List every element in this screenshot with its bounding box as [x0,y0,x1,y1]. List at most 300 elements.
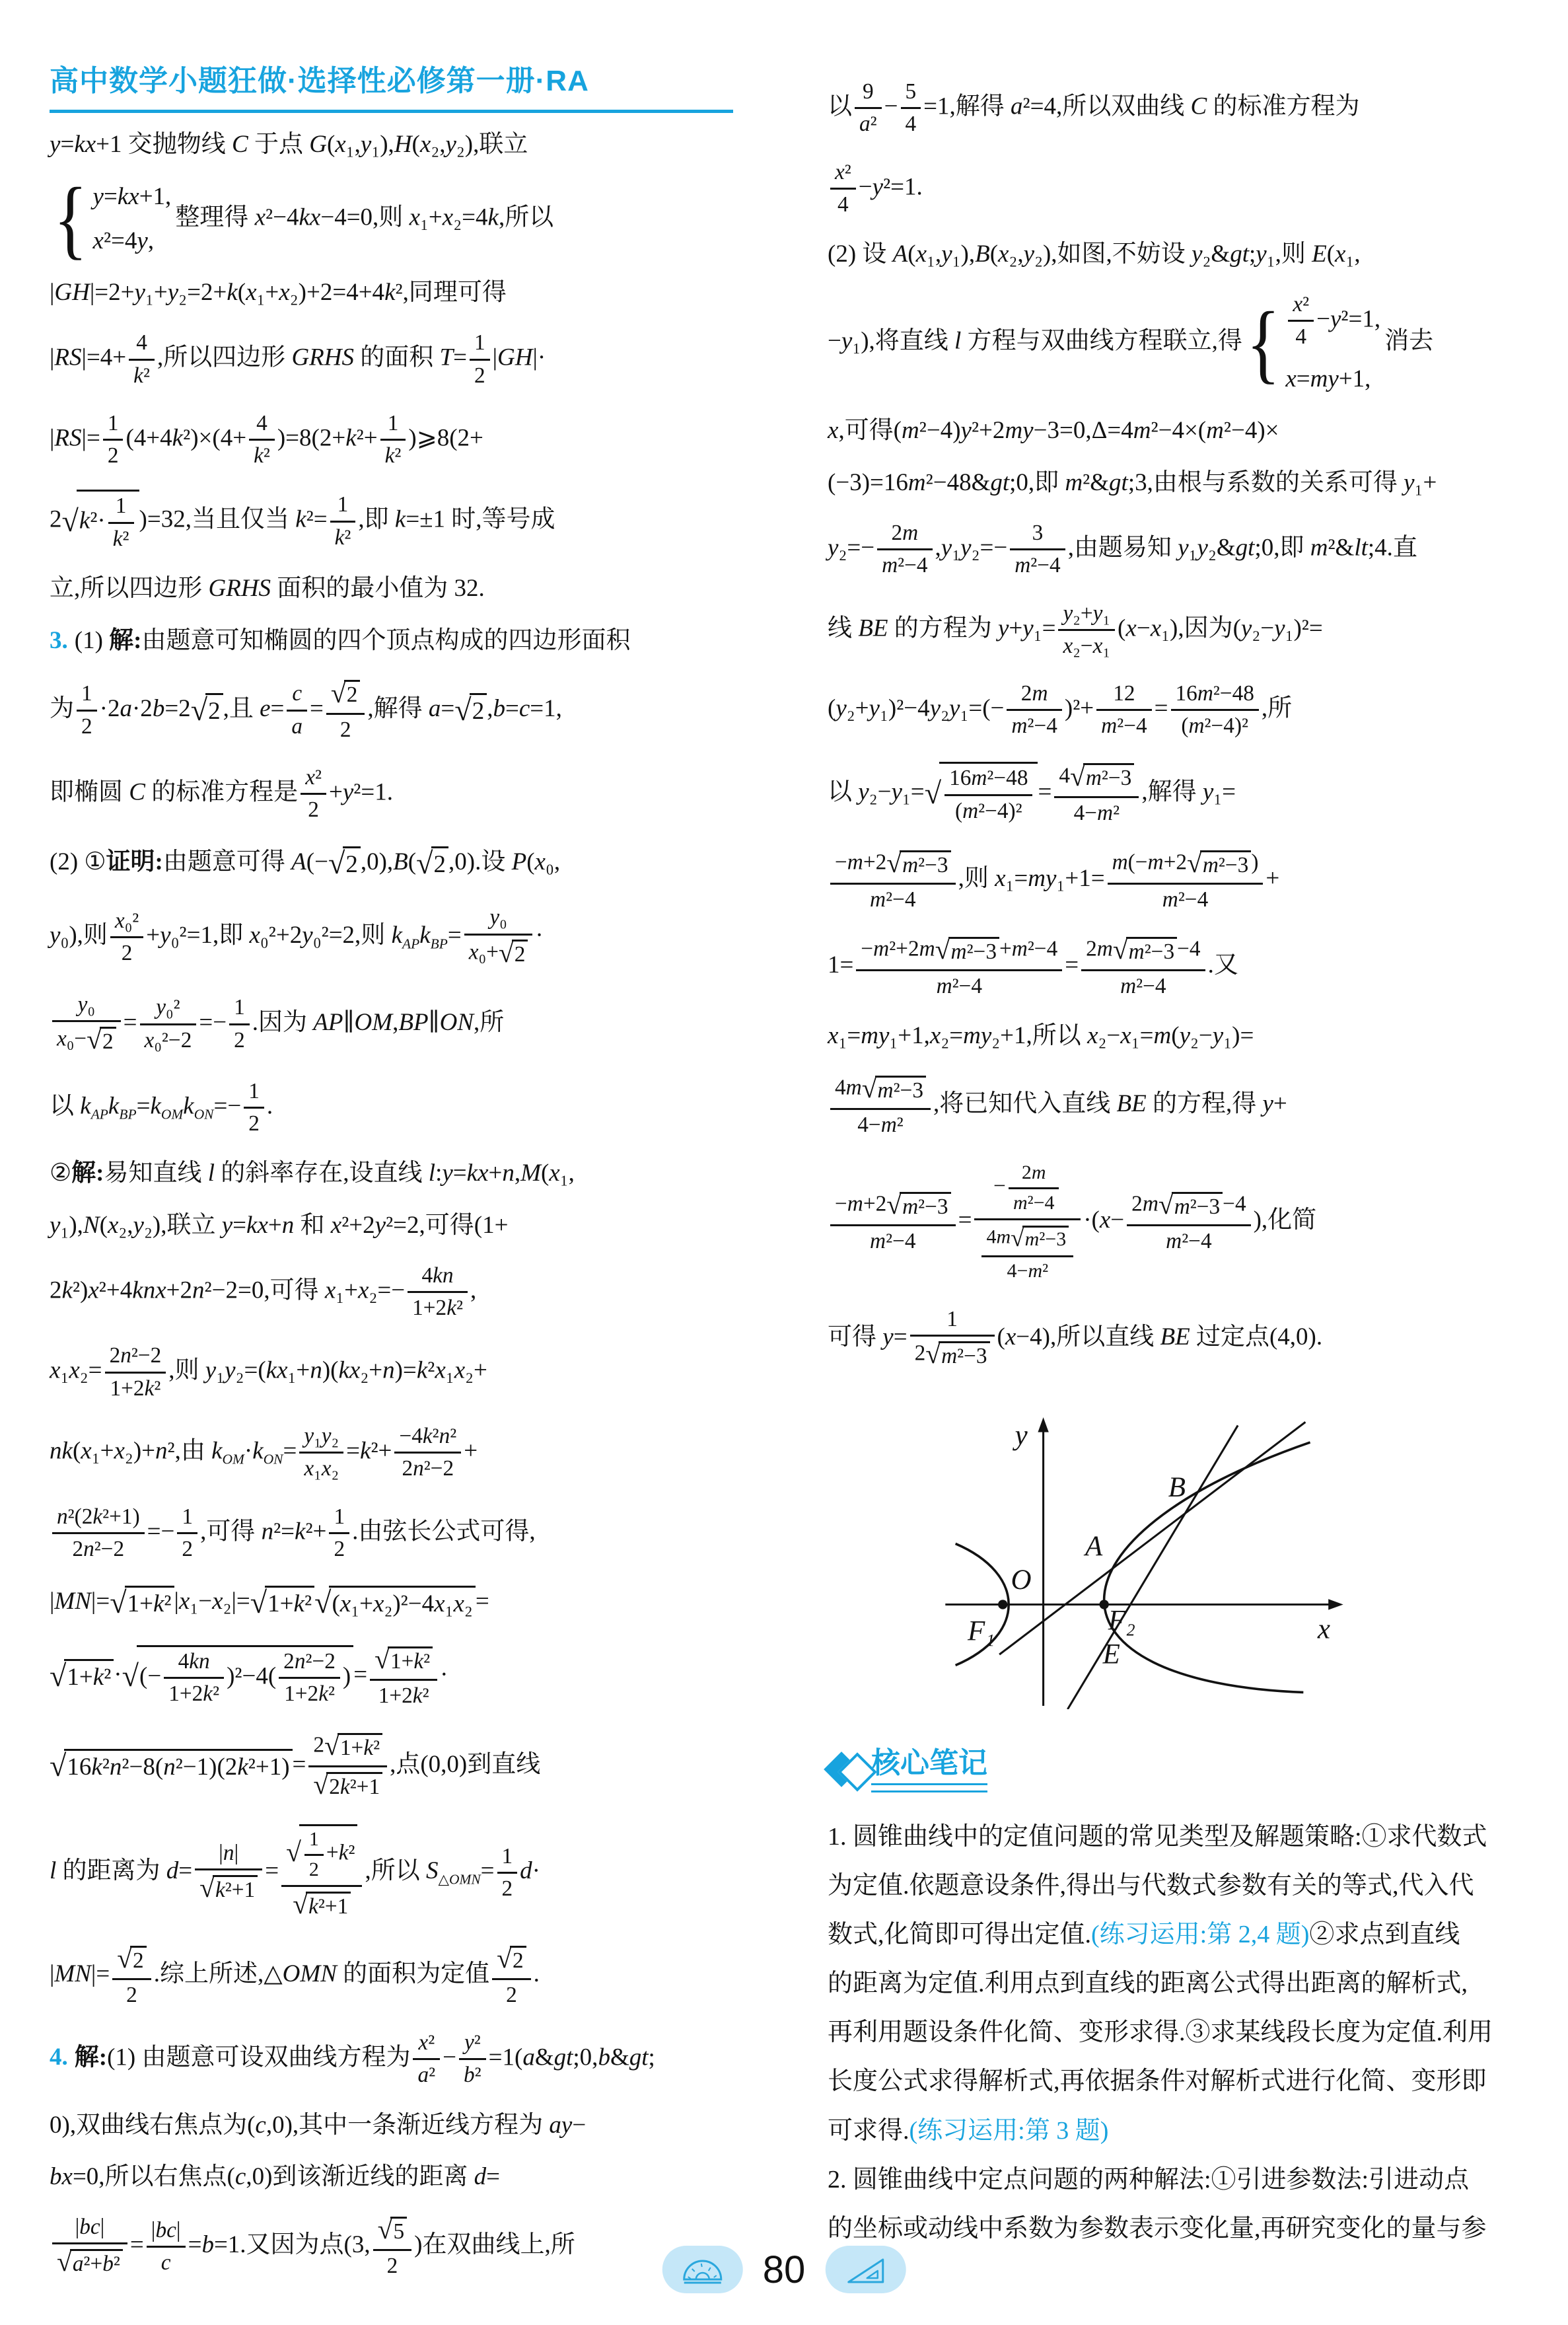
fraction-numerator [1010,519,1065,550]
math-line [50,2161,783,2194]
text-run: x² [835,159,851,184]
fraction-numerator [1127,1189,1250,1226]
brace-icon: { [53,170,88,268]
math-line [50,490,783,553]
fraction-numerator [877,519,932,550]
text-run: ,所以 S [365,1857,439,1884]
fraction-denominator [413,2060,440,2089]
text-run: = [310,694,324,722]
text-run: − [993,1173,1006,1199]
fraction [459,2029,486,2090]
fraction [105,1342,166,1403]
fraction-denominator [105,1374,166,1403]
fraction-denominator [112,1980,151,2009]
text-run: m²−3 [941,1343,987,1368]
text-run: 2 [506,1982,517,2007]
core-notes-text [828,1820,1538,2245]
text-run: k² [384,443,402,468]
fraction-numerator [301,764,326,795]
fraction [910,1306,995,1372]
text-run: |GH|· [492,344,546,371]
text-run: 4 [136,330,147,355]
math-line [828,2163,1538,2196]
text-run: ·(x− [1083,1206,1125,1234]
text-run: (y₂+y₁)²−4y₂y₁=(− [828,694,1005,722]
text-run: 为定值.依题意设条件,得出与代数式参数有关的等式,代入代 [828,1871,1474,1900]
math-line [50,1503,783,1564]
fraction-denominator [308,1767,387,1803]
subscript: AP [90,1106,108,1123]
fraction-numerator [281,1823,362,1887]
text-run: ,则 y₁y₂=(kx₁+n)(kx₂+n)=k²x₁x₂+ [168,1356,487,1384]
text-run: 2 [234,1027,245,1052]
radicand [388,1646,433,1674]
math-line [50,1210,783,1242]
text-run: |RS|=4+ [50,344,127,371]
text-run: =− [147,1517,175,1545]
x-axis-arrow-icon [1328,1599,1343,1609]
radical-sign-icon: √ [454,693,472,727]
left-column [50,129,783,2300]
text-run: m²−4 [882,553,928,578]
fraction [492,1942,531,2009]
radical-sign-icon: √ [286,1837,301,1868]
radical-sign-icon: √ [199,1873,215,1904]
fraction [370,1643,437,1710]
math-line [50,1078,783,1138]
core-notes-title: 核心笔记 [871,1739,987,1792]
radical-sign-icon: √ [925,1339,941,1370]
math-line [828,1020,1538,1052]
radical-sign-icon: √ [57,2247,72,2278]
text-run: 12 [1113,681,1135,706]
fraction [77,680,97,741]
math-line [828,934,1538,1000]
fraction-denominator [1009,1189,1059,1216]
square-root [378,2215,408,2246]
text-run: ,解得 a= [367,694,455,722]
fraction-numerator [1007,680,1061,711]
system-lines [1285,291,1380,395]
text-run: 16m²−48 [1175,681,1254,706]
fraction [856,934,1062,1000]
radical-sign-icon: √ [497,1943,512,1974]
radical-sign-icon: √ [328,847,345,881]
fraction [279,1648,340,1709]
radicand [900,850,950,878]
radicand [1083,763,1134,791]
fraction-denominator [195,1870,262,1906]
equation-system [53,170,172,268]
fraction [1108,847,1264,914]
fraction-numerator [140,994,197,1025]
fraction-denominator [1058,631,1115,660]
text-run: = [353,1661,368,1689]
radicand [306,1892,351,1919]
text-run: m²−3 [902,1195,948,1220]
math-line [828,1072,1538,1139]
text-run: = [283,1437,297,1465]
text-run: 即椭圆 C 的标准方程是 [50,778,299,806]
fraction [108,492,134,553]
fraction-numerator [195,1839,262,1870]
point-a-label: A [1085,1530,1103,1562]
text-run: (x−x₁),因为(y₂−y₁)²= [1118,614,1323,642]
radical-sign-icon: √ [122,1660,139,1694]
math-line [50,1158,783,1190]
text-run: 2 [914,1341,926,1366]
radical-sign-icon: √ [250,1586,267,1621]
fraction [140,994,197,1054]
math-line [828,1820,1538,1853]
fraction-denominator [877,550,932,579]
text-run: −m+2 [835,1191,887,1216]
fraction-numerator [856,934,1062,971]
square-root [862,1074,926,1105]
fraction [112,1942,151,2009]
text-run: a²+b² [72,2252,120,2277]
fraction [830,847,956,914]
text-run: 1+2k² [168,1681,220,1707]
text-run: −y²=1. [858,172,923,200]
text-run: 0),双曲线右焦点为(c,0),其中一条渐近线方程为 ay− [50,2111,587,2139]
text-run: · [114,1661,122,1689]
fraction-numerator [830,847,956,885]
math-line [50,2029,783,2090]
fraction-numerator [326,677,365,715]
fraction-numerator [1288,291,1314,322]
text-run: m²−4 [1166,1229,1212,1254]
radical-sign-icon: √ [377,2215,393,2246]
fraction [830,159,856,219]
core-notes-section [828,1739,1538,2245]
practice-ref: (练习运用:第 2,4 题) [1091,1920,1310,1948]
radicand [470,693,487,728]
text-run: 易知直线 l 的斜率存在,设直线 l:y=kx+n,M(x₁, [104,1160,575,1187]
text-run: 4kn [421,1263,454,1288]
fraction-numerator [1096,680,1151,711]
fraction-denominator [287,712,307,741]
radical-sign-icon: √ [314,1586,332,1621]
text-run: 2 [133,1948,144,1973]
text-run: (m²−4)² [954,798,1022,823]
text-run: =k [136,1091,161,1119]
text-run: y₀² [156,995,180,1020]
square-root [331,679,361,710]
fraction [380,410,406,470]
fraction-numerator [244,1078,264,1109]
fraction-numerator [1171,680,1259,711]
fraction-denominator [304,1856,324,1882]
text-run: +y₀²=1,即 x₀²+2y₀²=2,则 k [146,922,402,949]
text-run: +k² [326,1840,355,1865]
text-run: a [291,714,303,739]
square-root [328,844,361,884]
fraction [470,329,490,390]
fraction [308,1730,387,1803]
fraction-numerator [330,491,356,522]
fraction-numerator [249,410,275,441]
text-run: =− [199,1008,227,1036]
fraction-numerator [974,1159,1081,1220]
fraction-denominator [1127,1226,1250,1255]
radicand [1126,937,1177,965]
fraction [1009,1160,1059,1216]
text-run: =1,解得 a²=4,所以双曲线 C 的标准方程为 [923,92,1360,120]
text-run: ) [342,1662,351,1690]
text-run: 2 [501,1876,513,1901]
text-run: 2 [121,941,133,966]
text-run: ②求点到直线 [1309,1920,1460,1948]
fraction [944,764,1032,825]
square-root [499,938,528,970]
fraction-denominator [281,1887,362,1923]
text-run: )²−4( [227,1662,277,1690]
math-line [50,904,783,971]
math-line [828,760,1538,827]
set-square-icon [841,2254,889,2285]
text-run: x² [305,764,322,790]
protractor-pill [662,2246,743,2293]
fraction-denominator [110,938,143,967]
text-run: . [533,1960,540,1987]
radical-sign-icon: √ [374,1644,390,1676]
system-line [93,225,172,258]
fraction [147,2217,186,2277]
fraction-numerator [830,1072,931,1110]
fraction [52,1503,145,1564]
radicand [390,2217,407,2244]
fraction [1288,291,1314,351]
math-line [50,677,783,744]
radicand [431,846,449,881]
diamond-icon [828,1750,870,1792]
practice-ref: (练习运用:第 3 题) [909,2116,1109,2145]
math-line [50,1643,783,1710]
math-line [50,129,783,161]
square-root [1070,762,1134,793]
fraction-numerator [1108,847,1264,885]
text-run: =1(a&gt;0,b&gt; [488,2044,655,2071]
radicand [137,1645,353,1709]
system-line [1285,363,1380,396]
text-run: 1 [946,1306,958,1331]
fraction-denominator [279,1679,340,1708]
radical-sign-icon: √ [498,938,514,969]
text-run: ),化简 [1253,1206,1317,1234]
math-line [828,680,1538,741]
text-run: =k²+ [346,1437,392,1465]
text-run: 2 [81,714,92,739]
text-run: 2m [1021,1162,1046,1184]
text-run: 2. 圆锥曲线中定点问题的两种解法:①引进参数法:引进动点 [828,2165,1470,2194]
text-run: 由题意可得 A(− [162,848,328,876]
text-run: .因为 AP∥OM,BP∥ON,所 [252,1008,505,1036]
fraction-denominator [77,712,97,741]
text-run: y₂=− [828,534,875,562]
square-root [1187,848,1251,880]
radicand [64,1659,114,1694]
text-run: = [1154,694,1168,722]
text-run: = [292,1751,306,1779]
text-run: + [1265,864,1280,892]
fraction [1054,760,1139,827]
fraction-denominator [944,796,1032,825]
text-run: |bc| [75,2215,105,2240]
text-run: (1) [74,626,110,654]
math-line [828,600,1538,661]
text-run: y₀ [489,905,507,930]
text-run: 2 [102,1029,114,1054]
math-line [50,1342,783,1403]
text-run: y₀),则 [50,922,108,949]
math-line [50,1730,783,1803]
text-run: k² [254,443,270,468]
fraction-denominator [497,1874,518,1903]
text-run: 16m²−48 [949,766,1028,791]
fraction [299,1422,343,1483]
fraction [52,991,121,1058]
text-run: 1+k² [127,1590,172,1618]
fraction-numerator [373,2213,412,2251]
fraction-numerator [910,1306,995,1337]
text-run: 2 [308,1858,319,1880]
text-run: 可得 y= [828,1323,908,1350]
text-run: −4k²n² [399,1424,457,1449]
text-run: −4 [1177,936,1201,961]
text-run: (x−4),所以直线 BE 过定点(4,0). [997,1323,1323,1350]
text-run: 的距离为定值.利用点到直线的距离公式得出距离的解析式, [828,1970,1468,1998]
fraction [1096,680,1151,741]
text-run: −y²=1, [1316,305,1381,333]
text-run: 长度公式求得解析式,再依据条件对解析式进行化简、变形即 [828,2067,1487,2096]
text-run: 4 [256,410,267,435]
square-root [191,690,223,731]
fraction-denominator [129,361,155,390]
fraction-denominator [140,1025,197,1054]
fraction [497,1843,518,1903]
fraction [229,994,250,1054]
radicand [326,1772,382,1800]
text-run: 2 [308,797,319,823]
text-run: n²(2k²+1) [57,1504,140,1529]
math-line [50,764,783,825]
fraction-denominator [1010,550,1065,579]
fraction [830,1072,931,1139]
text-run: 2 [248,1111,260,1136]
text-run: = [475,1588,489,1615]
fraction [301,764,326,825]
fraction-denominator [147,2248,186,2277]
text-run: |MN|= [50,1960,110,1987]
radical-sign-icon: √ [117,1943,133,1974]
text-run: m²−3 [950,939,997,964]
text-run: 2 [126,1982,137,2007]
fraction-numerator [408,1262,468,1293]
focus2-dot [1099,1600,1108,1609]
text-run: x₀² [114,908,139,934]
text-run: x₁x₂ [304,1456,339,1481]
fraction-denominator [855,109,882,138]
fraction [1007,680,1061,741]
fraction [330,491,356,552]
text-run: − [884,92,898,120]
text-run: ·k [244,1437,264,1465]
fraction [413,2029,440,2090]
fraction-denominator [326,715,365,744]
fraction-denominator [1081,971,1205,1000]
fraction-denominator [901,109,921,138]
page-number: 80 [762,2248,806,2291]
text-run: x² [418,2030,435,2055]
fraction-denominator [1108,885,1264,914]
math-line [50,573,783,605]
fraction [877,519,932,580]
square-root [1113,935,1177,967]
text-run: 数式,化简即可得出定值. [828,1920,1092,1948]
radicand [344,680,361,708]
fraction [1058,600,1115,661]
text-run: ) [1251,850,1259,875]
hyperbola-figure-svg [933,1412,1356,1709]
text-run: ·2a·2b=2 [99,694,191,722]
radicand [338,1733,382,1761]
text-run: m²−4 [1162,887,1209,912]
fraction-denominator [464,936,533,971]
radicand [329,1586,475,1621]
math-line [50,2110,783,2142]
radical-sign-icon: √ [50,1750,67,1784]
solution-keyword: 解: [74,2044,108,2071]
text-run: 2n²−2 [109,1343,162,1368]
text-run: 1. 圆锥曲线中的定值问题的常见类型及解题策略:①求代数式 [828,1822,1487,1851]
text-run: 2m [1131,1191,1158,1216]
text-run: = [958,1206,972,1234]
text-run: ,可得 n²=k²+ [200,1517,327,1545]
fraction [1010,519,1065,580]
fraction [901,78,921,139]
text-run: 1 [234,995,245,1020]
radical-sign-icon: √ [886,1190,902,1221]
text-run: 1+2k² [412,1296,463,1321]
fraction-denominator [373,2251,412,2280]
math-line [50,1823,783,1923]
text-run: =b=1.又因为点(3, [188,2231,371,2259]
radical-sign-icon: √ [87,1024,102,1055]
text-run: m²−4 [1101,714,1147,739]
fraction-denominator [1096,711,1151,740]
fraction-denominator [974,1220,1081,1286]
radical-sign-icon: √ [1011,1224,1024,1252]
radicand [213,1875,258,1903]
text-run: k² [112,526,129,551]
fraction [304,1827,324,1882]
radicand [265,1586,314,1621]
text-run: = [129,2231,144,2259]
text-run: k [183,1091,194,1119]
text-run: 1 [107,410,119,435]
fraction-numerator [470,329,490,360]
text-run: (−3)=16m²−48&gt;0,即 m²&gt;3,由根与系数的关系可得 y₁+ [828,469,1437,497]
text-run: .又 [1207,951,1238,979]
x-axis-label: x [1317,1613,1330,1645]
fraction-numerator [394,1422,461,1454]
brace-icon: { [1246,293,1281,392]
point-b-label: B [1168,1471,1186,1503]
radicand [299,1824,358,1882]
problem-number: 4. [50,2044,68,2071]
radicand [939,1341,989,1369]
